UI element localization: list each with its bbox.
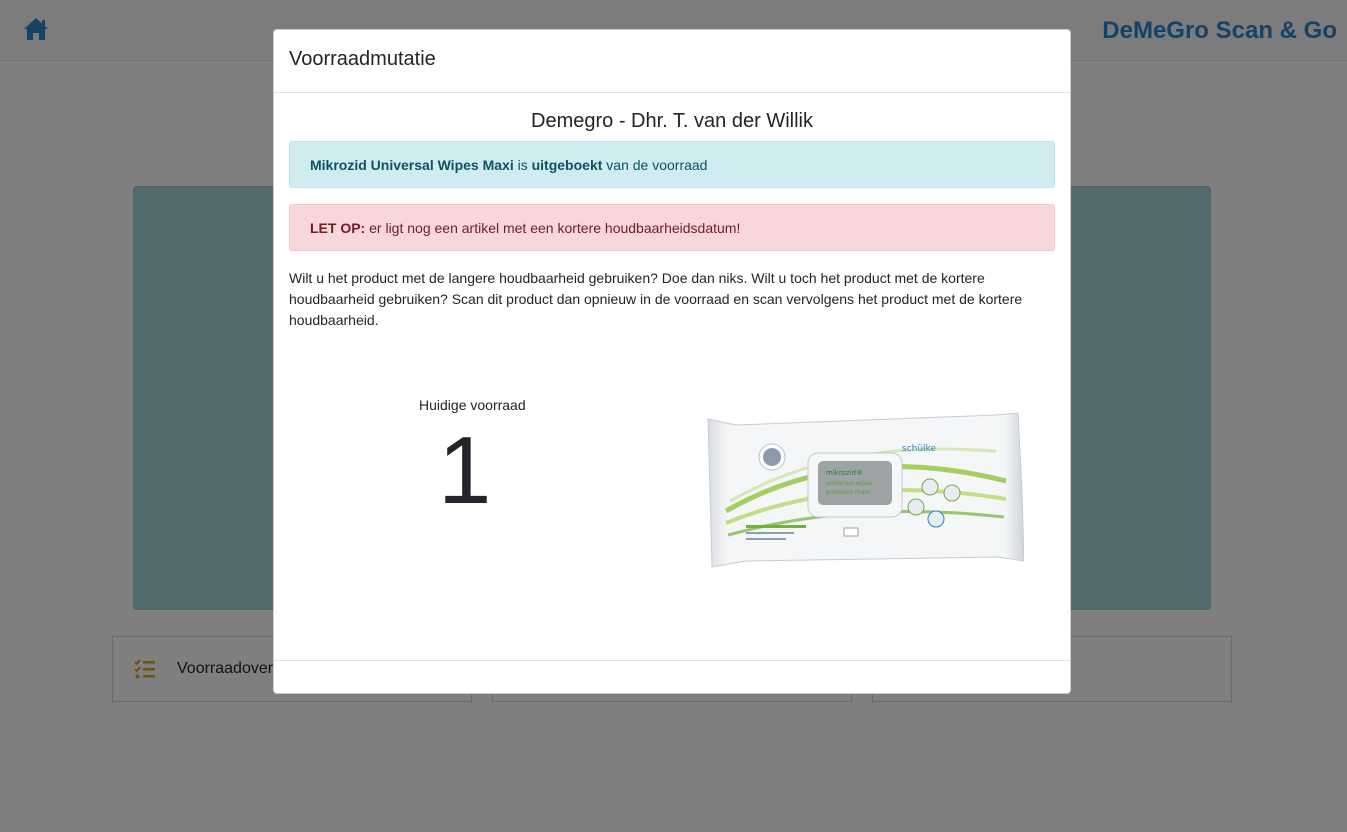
stock-mutation-modal: [273, 29, 1071, 694]
product-brand-print: schülke: [902, 444, 936, 454]
stock-label: Huidige voorraad: [419, 397, 526, 413]
warning-alert: [289, 204, 1055, 251]
warning-message: er ligt nog een artikel met een kortere houdbaarheidsdatum!: [365, 220, 741, 236]
modal-body: [274, 93, 1070, 662]
modal-header: [274, 30, 1070, 93]
status-text: uitgeboekt: [531, 157, 603, 173]
product-sub-print: universal wipes: [826, 480, 873, 487]
instructions-text: Wilt u het product met de langere houdbaarheid gebruiken? Doe dan niks. Wilt u toch het product met de kortere houdbaarheid gebruiken? Scan dit product dan opnieuw in de voorraad en scan vervolgens het product met de kortere houdbaarheid.: [289, 270, 1023, 328]
product-name-print: mikrozid®: [826, 469, 863, 477]
modal-title: Voorraadmutatie: [289, 48, 436, 70]
modal-footer: [274, 660, 1070, 693]
stock-value: 1: [438, 417, 492, 524]
info-suffix: van de voorraad: [602, 157, 708, 173]
info-alert: [289, 141, 1055, 188]
customer-name: Demegro - Dhr. T. van der Willik: [531, 110, 813, 132]
info-connector: is: [513, 157, 532, 173]
product-variant-print: premium maxi: [826, 489, 870, 496]
product-image: [706, 411, 1024, 573]
product-name: Mikrozid Universal Wipes Maxi: [310, 157, 514, 173]
warning-prefix: LET OP:: [310, 220, 366, 236]
